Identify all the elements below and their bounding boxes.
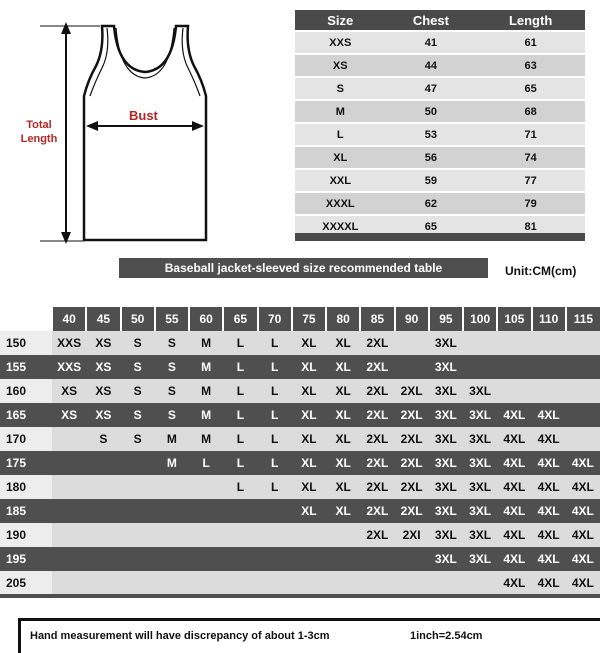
size-recommendation-cell: L [223, 403, 257, 427]
size-chart-size-cell: M [295, 100, 386, 123]
size-recommendation-cell: 2XL [395, 451, 429, 475]
size-recommendation-cell: 3XL [429, 379, 463, 403]
weight-header-cell: 90 [395, 307, 429, 331]
size-recommendation-cell: 2XL [395, 427, 429, 451]
size-recommendation-cell: 4XL [532, 523, 566, 547]
size-recommendation-cell: XS [86, 355, 120, 379]
size-recommendation-cell: 3XL [429, 475, 463, 499]
size-recommendation-cell: 3XL [463, 475, 497, 499]
size-recommendation-cell [189, 475, 223, 499]
size-chart-length-cell: 77 [476, 169, 585, 192]
size-recommendation-cell [52, 523, 86, 547]
size-recommendation-cell: 3XL [463, 523, 497, 547]
tank-top-diagram [0, 0, 290, 250]
size-recommendation-cell: L [223, 427, 257, 451]
size-recommendation-cell: 3XL [429, 499, 463, 523]
size-chart-length-cell: 71 [476, 123, 585, 146]
size-recommendation-cell: M [189, 331, 223, 355]
height-row [0, 427, 600, 451]
size-chart-size-cell: XXS [295, 31, 386, 54]
size-recommendation-cell [52, 451, 86, 475]
size-recommendation-cell [326, 523, 360, 547]
size-recommendation-cell: 4XL [497, 499, 531, 523]
size-chart-bottom-bar [295, 233, 585, 241]
size-recommendation-cell [463, 331, 497, 355]
height-cell: 180 [0, 475, 52, 499]
size-recommendation-cell: XL [292, 475, 326, 499]
size-chart-row [295, 100, 585, 123]
size-recommendation-cell: XXS [52, 331, 86, 355]
size-recommendation-cell: L [258, 331, 292, 355]
size-recommendation-cell: 4XL [566, 451, 600, 475]
size-recommendation-cell: 3XL [429, 403, 463, 427]
size-recommendation-cell [566, 331, 600, 355]
size-chart-length-cell: 61 [476, 31, 585, 54]
size-recommendation-cell: M [189, 427, 223, 451]
size-recommendation-cell: M [189, 379, 223, 403]
corner-cell [0, 307, 52, 331]
size-recommendation-cell [360, 547, 394, 571]
size-chart-chest-cell: 41 [386, 31, 477, 54]
size-recommendation-cell: 2XL [360, 523, 394, 547]
size-chart-row [295, 192, 585, 215]
size-recommendation-cell: L [223, 355, 257, 379]
size-recommendation-cell [155, 547, 189, 571]
size-recommendation-cell [258, 547, 292, 571]
size-recommendation-cell [86, 547, 120, 571]
size-recommendation-cell [326, 547, 360, 571]
height-cell: 155 [0, 355, 52, 379]
size-recommendation-cell [155, 499, 189, 523]
size-recommendation-cell: S [86, 427, 120, 451]
size-recommendation-cell: L [258, 403, 292, 427]
size-recommendation-cell: 4XL [497, 523, 531, 547]
weight-header-cell: 45 [86, 307, 120, 331]
size-recommendation-cell: L [189, 451, 223, 475]
size-recommendation-cell [155, 475, 189, 499]
weight-header-cell: 55 [155, 307, 189, 331]
size-recommendation-cell: XL [292, 499, 326, 523]
size-recommendation-cell [52, 427, 86, 451]
size-chart-size-cell: S [295, 77, 386, 100]
size-recommendation-cell [258, 571, 292, 595]
size-recommendation-cell [189, 547, 223, 571]
size-recommendation-cell [463, 355, 497, 379]
size-recommendation-cell: L [223, 379, 257, 403]
size-recommendation-cell: 3XL [429, 451, 463, 475]
size-recommendation-cell: L [258, 379, 292, 403]
size-recommendation-cell: 2XL [395, 499, 429, 523]
corner-height-label: Height [2, 320, 27, 329]
size-recommendation-cell: M [155, 451, 189, 475]
size-recommendation-cell [326, 571, 360, 595]
size-recommendation-cell [258, 523, 292, 547]
size-recommendation-cell: 2XL [360, 451, 394, 475]
size-recommendation-cell [497, 379, 531, 403]
size-recommendation-cell: XL [326, 475, 360, 499]
size-recommendation-cell: 3XL [463, 403, 497, 427]
size-chart-row [295, 123, 585, 146]
size-recommendation-cell: M [155, 427, 189, 451]
size-recommendation-cell [532, 379, 566, 403]
size-recommendation-cell [155, 523, 189, 547]
height-cell: 160 [0, 379, 52, 403]
size-recommendation-cell [429, 571, 463, 595]
weight-header-cell: 95 [429, 307, 463, 331]
size-chart-row [295, 54, 585, 77]
size-recommendation-cell [258, 499, 292, 523]
size-recommendation-cell: XL [326, 451, 360, 475]
size-recommendation-cell [566, 403, 600, 427]
size-recommendation-cell: S [121, 331, 155, 355]
weight-header-cell: 80 [326, 307, 360, 331]
size-recommendation-cell: 2XL [360, 427, 394, 451]
size-recommendation-cell [223, 499, 257, 523]
size-recommendation-cell: 2XL [360, 403, 394, 427]
size-recommendation-cell: XL [292, 379, 326, 403]
size-recommendation-cell [395, 355, 429, 379]
size-recommendation-cell: 3XL [429, 427, 463, 451]
size-recommendation-cell [86, 571, 120, 595]
height-row [0, 403, 600, 427]
size-recommendation-cell: 4XL [497, 547, 531, 571]
size-recommendation-cell: L [223, 451, 257, 475]
size-recommendation-cell [52, 475, 86, 499]
size-recommendation-cell [86, 475, 120, 499]
size-recommendation-cell: XS [52, 379, 86, 403]
size-recommendation-cell: 4XL [566, 499, 600, 523]
size-chart-chest-cell: 62 [386, 192, 477, 215]
size-recommendation-cell [566, 427, 600, 451]
size-recommendation-cell [292, 547, 326, 571]
size-header: Size [295, 10, 386, 31]
size-recommendation-cell [121, 451, 155, 475]
size-recommendation-cell: 2XI [395, 523, 429, 547]
size-recommendation-cell [121, 499, 155, 523]
recommendation-bottom-bar [0, 594, 600, 598]
size-chart-row [295, 77, 585, 100]
size-recommendation-cell: 2XL [395, 475, 429, 499]
size-recommendation-cell [360, 571, 394, 595]
size-recommendation-cell: XS [52, 403, 86, 427]
size-recommendation-cell: 2XL [395, 379, 429, 403]
size-recommendation-cell: 4XL [566, 523, 600, 547]
height-row [0, 475, 600, 499]
corner-kg-label: KG [33, 309, 45, 318]
size-recommendation-cell [223, 523, 257, 547]
size-recommendation-cell [86, 499, 120, 523]
size-recommendation-cell [223, 571, 257, 595]
size-recommendation-cell: S [155, 355, 189, 379]
size-recommendation-cell: 2XL [360, 331, 394, 355]
weight-header-cell: 40 [52, 307, 86, 331]
tank-top-outline [84, 26, 206, 240]
size-chart-chest-cell: 65 [386, 215, 477, 237]
size-recommendation-cell [189, 523, 223, 547]
size-recommendation-cell [532, 355, 566, 379]
size-recommendation-cell [395, 547, 429, 571]
size-recommendation-cell: 2XL [360, 475, 394, 499]
size-recommendation-cell: L [223, 331, 257, 355]
height-cell: 165 [0, 403, 52, 427]
size-recommendation-cell [223, 547, 257, 571]
size-recommendation-cell: 4XL [532, 571, 566, 595]
height-cell: 170 [0, 427, 52, 451]
unit-label: Unit:CM(cm) [505, 264, 577, 278]
size-chart-chest-cell: 56 [386, 146, 477, 169]
size-recommendation-cell: L [258, 451, 292, 475]
size-recommendation-cell [121, 571, 155, 595]
height-row [0, 355, 600, 379]
bust-label: Bust [129, 108, 158, 123]
height-row [0, 547, 600, 571]
size-recommendation-cell [52, 547, 86, 571]
weight-header-cell: 75 [292, 307, 326, 331]
size-recommendation-cell: 3XL [463, 451, 497, 475]
height-row [0, 379, 600, 403]
weight-header-cell: 85 [360, 307, 394, 331]
size-chart-size-cell: XXXL [295, 192, 386, 215]
size-chart-chest-cell: 59 [386, 169, 477, 192]
weight-header-cell: 105 [497, 307, 531, 331]
size-recommendation-cell: 3XL [429, 355, 463, 379]
size-recommendation-cell: 3XL [463, 379, 497, 403]
size-recommendation-cell [86, 451, 120, 475]
size-recommendation-cell: L [258, 475, 292, 499]
size-recommendation-cell: XL [292, 355, 326, 379]
size-recommendation-cell: S [155, 379, 189, 403]
size-chart-size-cell: XL [295, 146, 386, 169]
height-row [0, 331, 600, 355]
size-recommendation-cell: XL [292, 331, 326, 355]
measurement-note: Hand measurement will have discrepancy of about 1-3cm [30, 630, 330, 642]
size-recommendation-cell: 3XL [463, 547, 497, 571]
size-recommendation-cell: XS [86, 331, 120, 355]
height-row [0, 571, 600, 595]
size-recommendation-cell: 2XL [395, 403, 429, 427]
weight-header-cell: 70 [258, 307, 292, 331]
height-row [0, 451, 600, 475]
inch-conversion: 1inch=2.54cm [410, 630, 483, 642]
weight-header-cell: 100 [463, 307, 497, 331]
size-recommendation-cell: M [189, 355, 223, 379]
size-recommendation-cell: 4XL [532, 427, 566, 451]
size-recommendation-cell: 3XL [463, 499, 497, 523]
weight-header-cell: 60 [189, 307, 223, 331]
size-recommendation-cell [189, 499, 223, 523]
size-recommendation-cell: 4XL [566, 571, 600, 595]
size-recommendation-cell [121, 475, 155, 499]
size-recommendation-cell: 4XL [532, 547, 566, 571]
size-recommendation-cell: 2XL [360, 379, 394, 403]
size-chart-chest-cell: 47 [386, 77, 477, 100]
weight-header-row [0, 307, 600, 331]
size-recommendation-cell: S [121, 355, 155, 379]
size-chart-row [295, 146, 585, 169]
size-chart-length-cell: 68 [476, 100, 585, 123]
size-chart-chest-cell: 53 [386, 123, 477, 146]
size-recommendation-cell [121, 547, 155, 571]
size-recommendation-cell: 2XL [360, 499, 394, 523]
size-recommendation-cell [292, 523, 326, 547]
height-cell: 190 [0, 523, 52, 547]
size-recommendation-cell: 3XL [429, 547, 463, 571]
size-recommendation-cell: XL [326, 403, 360, 427]
size-recommendation-cell: 4XL [532, 451, 566, 475]
size-recommendation-cell: 4XL [566, 475, 600, 499]
size-recommendation-cell: L [258, 355, 292, 379]
height-cell: 205 [0, 571, 52, 595]
size-recommendation-cell: XL [292, 451, 326, 475]
weight-header-cell: 65 [223, 307, 257, 331]
size-recommendation-cell: XS [86, 379, 120, 403]
size-recommendation-cell: S [155, 403, 189, 427]
size-recommendation-cell: 4XL [497, 403, 531, 427]
size-recommendation-cell: XL [292, 403, 326, 427]
size-recommendation-cell: 3XL [429, 523, 463, 547]
size-recommendation-cell: XL [326, 379, 360, 403]
height-cell: 175 [0, 451, 52, 475]
size-chart-row [295, 31, 585, 54]
size-recommendation-cell: 4XL [532, 499, 566, 523]
size-chart-length-cell: 65 [476, 77, 585, 100]
size-chart-length-cell: 63 [476, 54, 585, 77]
height-cell: 195 [0, 547, 52, 571]
weight-header-cell: 110 [532, 307, 566, 331]
size-recommendation-cell: 3XL [463, 427, 497, 451]
height-cell: 185 [0, 499, 52, 523]
size-recommendation-cell [566, 379, 600, 403]
size-recommendation-cell: S [121, 379, 155, 403]
size-recommendation-cell: S [121, 427, 155, 451]
size-chart-length-cell: 79 [476, 192, 585, 215]
size-recommendation-cell [532, 331, 566, 355]
size-recommendation-cell: XL [326, 355, 360, 379]
size-recommendation-cell: XL [326, 499, 360, 523]
size-recommendation-cell [395, 331, 429, 355]
size-chart-row [295, 169, 585, 192]
size-recommendation-cell: L [258, 427, 292, 451]
height-row [0, 499, 600, 523]
size-chart-size-cell: XS [295, 54, 386, 77]
size-recommendation-cell: 4XL [497, 451, 531, 475]
size-chart-header [295, 10, 585, 31]
size-recommendation-cell: L [223, 475, 257, 499]
size-chart-table [295, 10, 585, 237]
size-recommendation-cell [463, 571, 497, 595]
size-recommendation-cell: XXS [52, 355, 86, 379]
size-recommendation-cell [497, 331, 531, 355]
chest-header: Chest [386, 10, 477, 31]
size-recommendation-cell [395, 571, 429, 595]
size-recommendation-cell [189, 571, 223, 595]
size-chart-chest-cell: 50 [386, 100, 477, 123]
size-recommendation-cell: XL [292, 427, 326, 451]
size-recommendation-cell [497, 355, 531, 379]
size-chart-length-cell: 74 [476, 146, 585, 169]
size-recommendation-cell [52, 499, 86, 523]
size-chart-size-cell: XXL [295, 169, 386, 192]
size-recommendation-cell: 2XL [360, 355, 394, 379]
height-row [0, 523, 600, 547]
length-header: Length [476, 10, 585, 31]
weight-header-cell: 115 [566, 307, 600, 331]
total-length-label-line1: Total [26, 119, 52, 131]
size-recommendation-cell [566, 355, 600, 379]
size-recommendation-cell: XS [86, 403, 120, 427]
height-cell: 150 [0, 331, 52, 355]
size-recommendation-cell: M [189, 403, 223, 427]
size-chart-length-cell: 81 [476, 215, 585, 237]
size-recommendation-cell: 4XL [532, 475, 566, 499]
size-recommendation-cell: 4XL [566, 547, 600, 571]
size-recommendation-cell [52, 571, 86, 595]
size-recommendation-cell: XL [326, 427, 360, 451]
recommendation-grid [0, 307, 600, 595]
total-length-label [14, 118, 64, 146]
size-chart-size-cell: XXXXL [295, 215, 386, 237]
size-recommendation-cell: S [155, 331, 189, 355]
size-recommendation-cell [292, 571, 326, 595]
size-recommendation-cell [121, 523, 155, 547]
weight-header-cell: 50 [121, 307, 155, 331]
total-length-label-line2: Length [20, 133, 58, 145]
size-recommendation-cell: 4XL [497, 571, 531, 595]
size-recommendation-cell: S [121, 403, 155, 427]
size-recommendation-cell [86, 523, 120, 547]
size-chart-size-cell: L [295, 123, 386, 146]
size-recommendation-cell [155, 571, 189, 595]
size-recommendation-cell: XL [326, 331, 360, 355]
recommendation-banner: Baseball jacket-sleeved size recommended table [119, 258, 488, 278]
size-recommendation-cell: 3XL [429, 331, 463, 355]
size-recommendation-cell: 4XL [497, 475, 531, 499]
size-chart-chest-cell: 44 [386, 54, 477, 77]
size-recommendation-cell: 4XL [497, 427, 531, 451]
size-recommendation-cell: 4XL [532, 403, 566, 427]
